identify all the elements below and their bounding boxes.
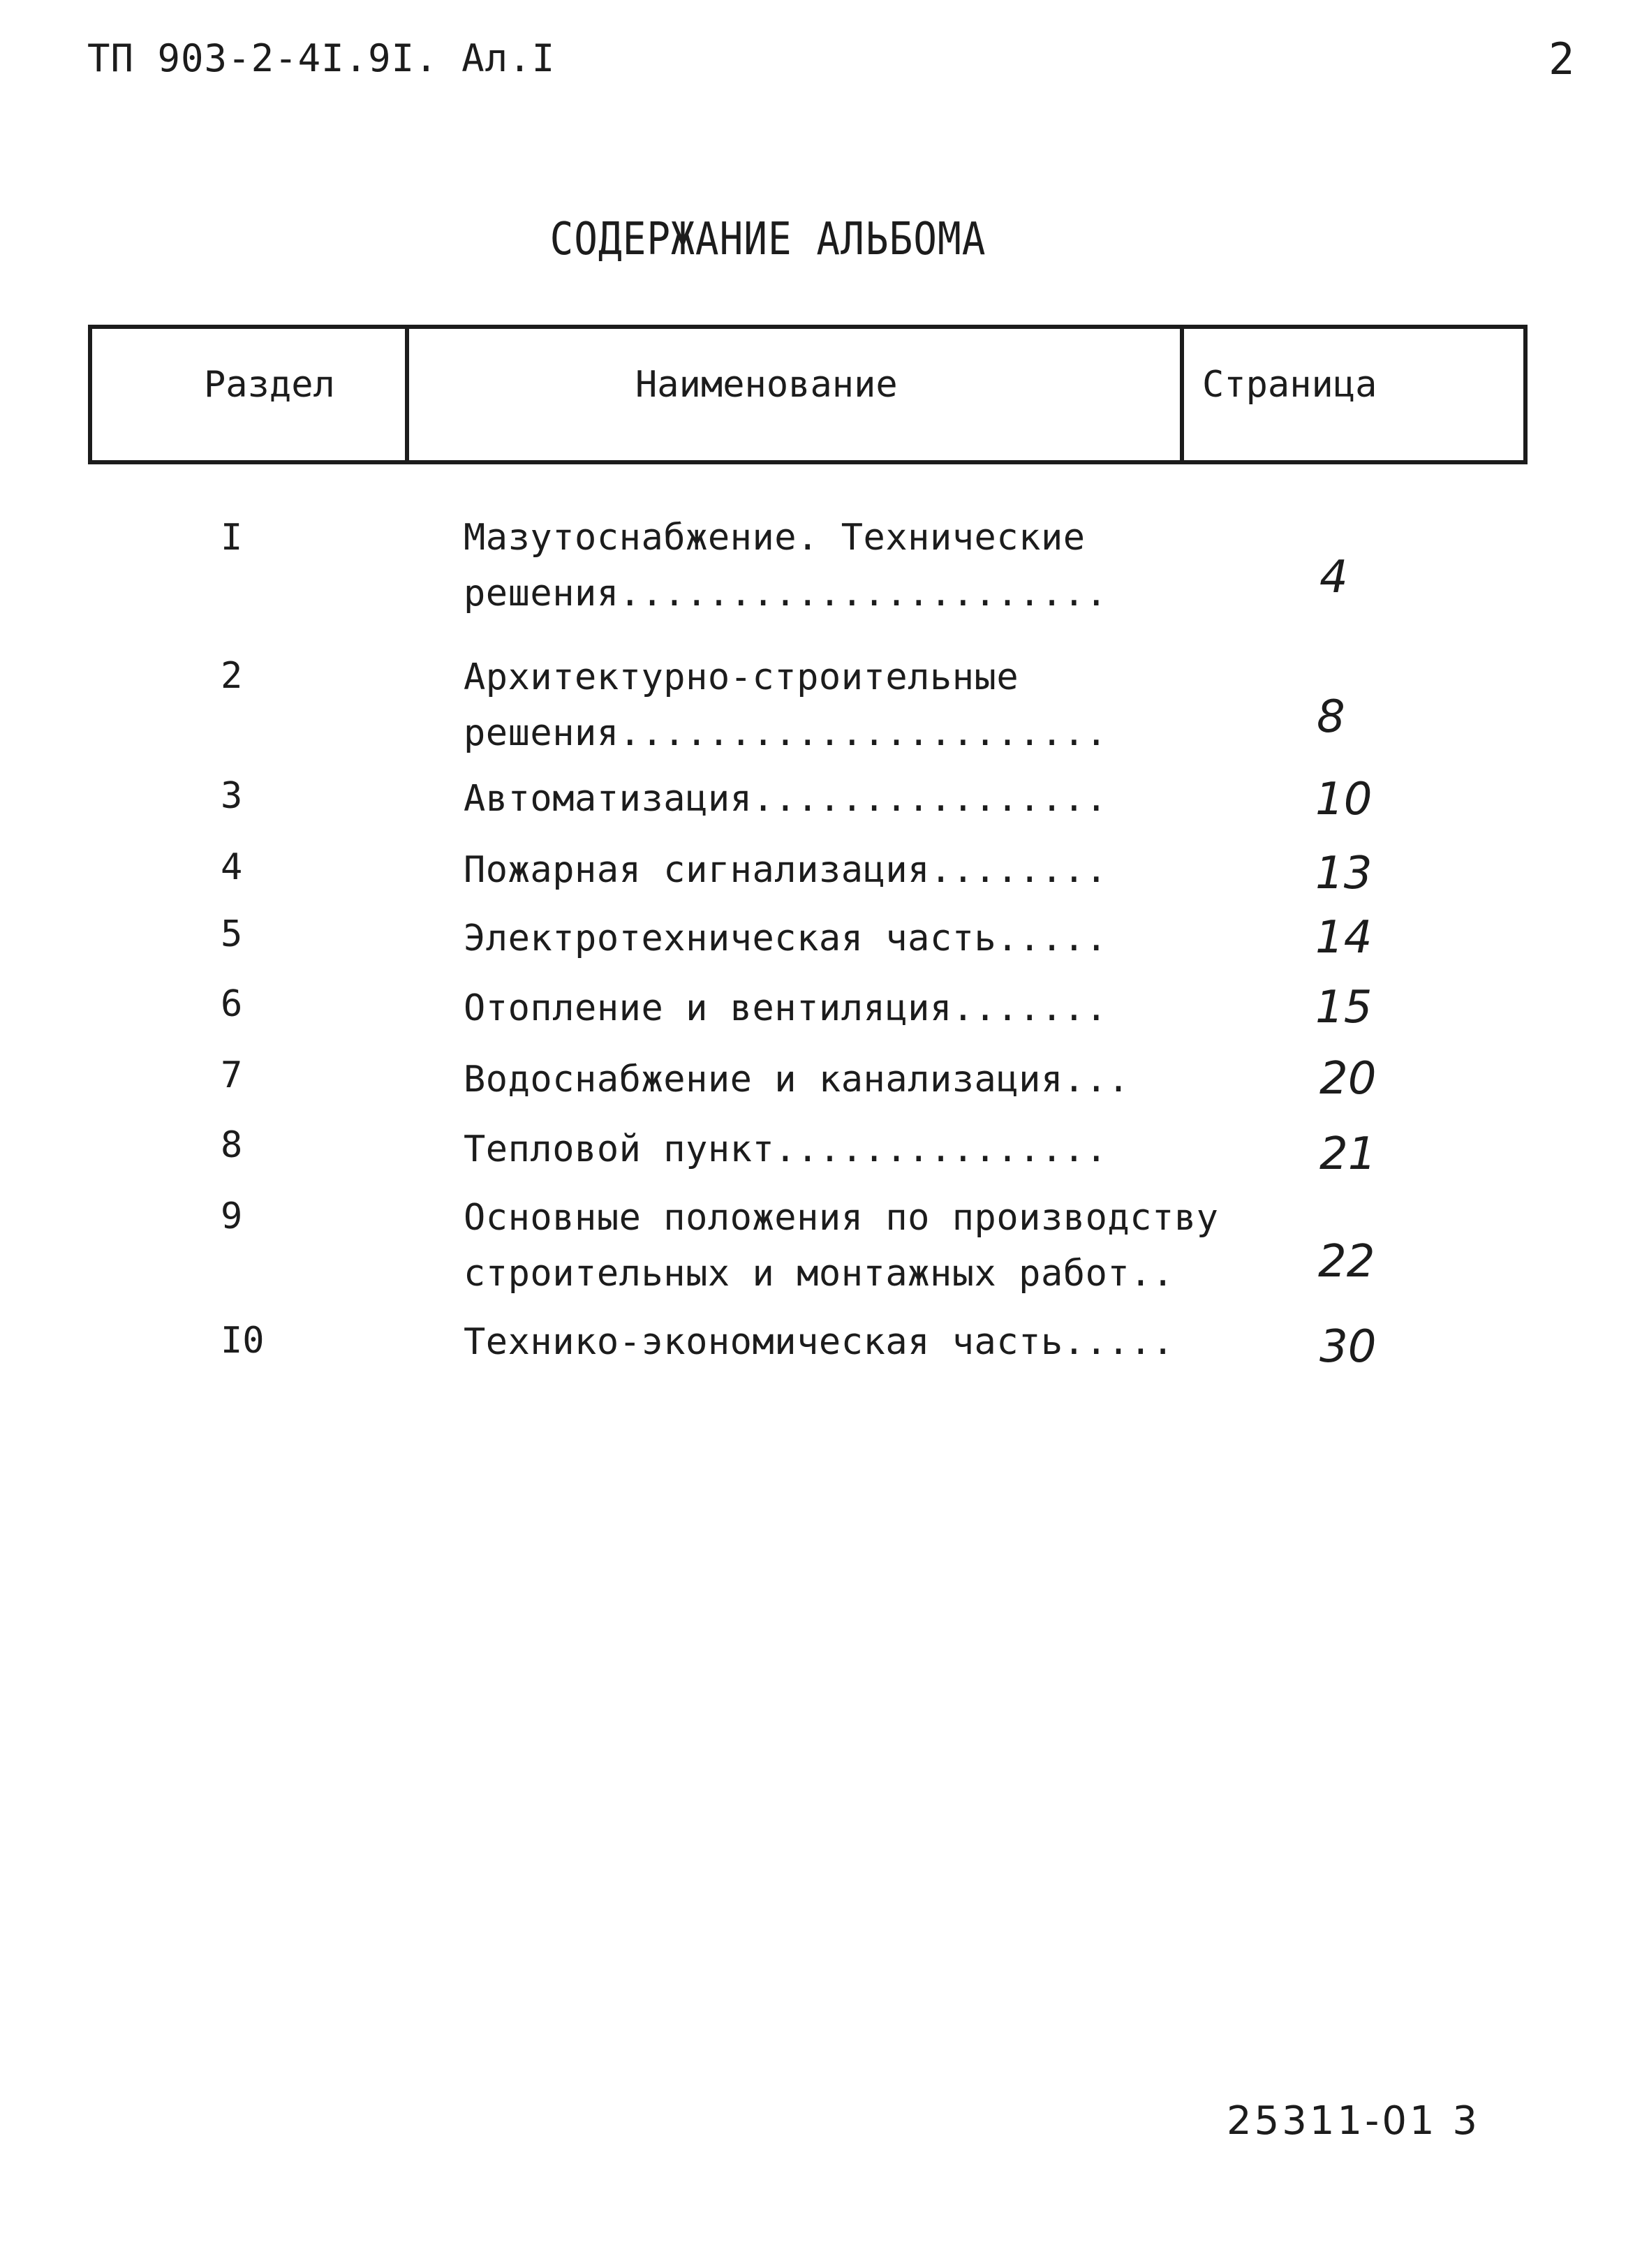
row-page-number: 8 (1317, 691, 1345, 743)
row-section-number: 2 (221, 655, 243, 697)
row-title: Тепловой пункт............... (464, 1128, 1108, 1170)
table-header (88, 325, 1528, 464)
page-title: СОДЕРЖАНИЕ АЛЬБОМА (549, 213, 986, 265)
row-page-number: 14 (1315, 912, 1373, 964)
row-section-number: 7 (221, 1054, 243, 1096)
row-section-number: 6 (221, 983, 243, 1025)
row-page-number: 4 (1319, 552, 1348, 603)
row-page-number: 15 (1315, 982, 1373, 1033)
row-page-number: 10 (1315, 774, 1373, 825)
column-divider (1180, 325, 1184, 464)
column-divider (405, 325, 409, 464)
inventory-stamp: 25311-01 3 (1227, 2098, 1481, 2144)
row-title: Основные положения по производству строительных и монтажных работ.. (464, 1197, 1219, 1295)
row-section-number: 8 (221, 1124, 243, 1166)
column-header-page: Страница (1202, 364, 1377, 406)
row-section-number: I (221, 517, 243, 559)
row-title: Отопление и вентиляция....... (464, 987, 1108, 1029)
row-title: Технико-экономическая часть..... (464, 1321, 1174, 1363)
column-header-section: Раздел (204, 364, 335, 406)
row-section-number: 9 (221, 1195, 243, 1237)
row-page-number: 21 (1319, 1128, 1377, 1180)
row-page-number: 22 (1318, 1236, 1375, 1288)
row-title: Архитектурно-строительные решения...................... (464, 656, 1108, 754)
column-header-name: Наименование (635, 364, 898, 406)
row-title: Автоматизация................ (464, 778, 1108, 820)
document-code: ТП 903-2-4I.9I. Ал.I (87, 36, 556, 80)
row-title: Электротехническая часть..... (464, 918, 1108, 959)
row-page-number: 30 (1319, 1321, 1377, 1373)
row-section-number: 3 (221, 775, 243, 817)
row-title: Мазутоснабжение. Технические решения...................... (464, 517, 1108, 614)
row-page-number: 20 (1319, 1053, 1377, 1105)
row-title: Пожарная сигнализация........ (464, 849, 1108, 891)
row-title: Водоснабжение и канализация... (464, 1059, 1130, 1100)
row-section-number: 4 (221, 846, 243, 888)
row-page-number: 13 (1315, 848, 1373, 899)
row-section-number: I0 (221, 1320, 265, 1362)
row-section-number: 5 (221, 913, 243, 955)
page-number: 2 (1548, 34, 1575, 84)
